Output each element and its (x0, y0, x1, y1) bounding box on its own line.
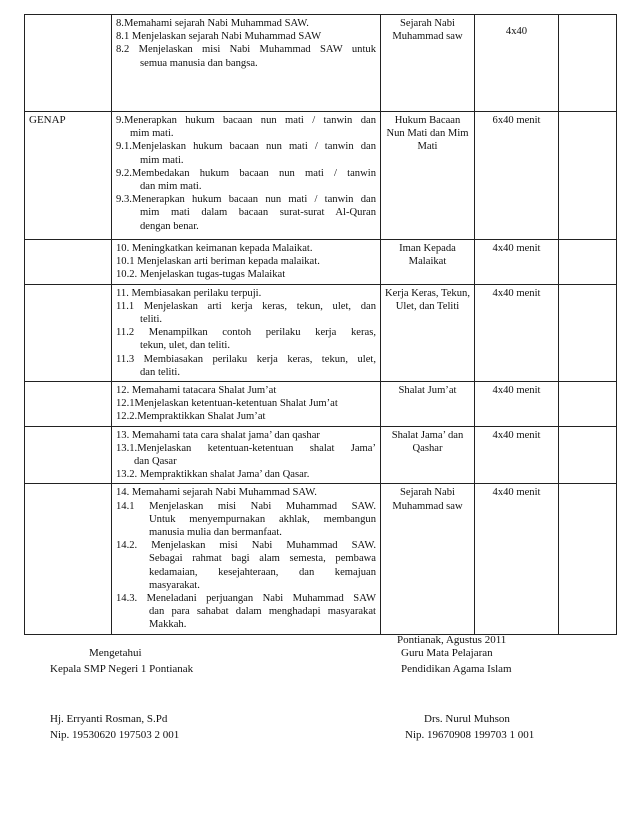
table-row (25, 112, 617, 240)
competency-line: mim mati dalam bacaan surat-surat Al-Quran (140, 207, 376, 219)
competency-line: 8.1 Menjelaskan sejarah Nabi Muhammad SAW (116, 31, 322, 43)
time-cell: 6x40 menit (475, 112, 559, 240)
competency-line: dan Qasar (134, 456, 177, 468)
approval-label: Mengetahui (89, 647, 142, 659)
competency-line: mim mati. (130, 128, 174, 140)
extra-cell (559, 15, 617, 112)
competency-line: 9.3.Menerapkan hukum bacaan nun mati / tanwin dan (116, 194, 376, 206)
table-row (25, 240, 617, 285)
table-row (25, 382, 617, 427)
time-cell: 4x40 menit (475, 284, 559, 381)
teacher-nip: Nip. 19670908 199703 1 001 (405, 729, 535, 741)
competency-line: 9.Menerapkan hukum bacaan nun mati / tanwin dan (116, 115, 376, 126)
material-cell: Sejarah Nabi Muhammad saw (381, 484, 475, 634)
material-cell: Hukum Bacaan Nun Mati dan Mim Mati (381, 112, 475, 240)
material-cell: Shalat Jama’ dan Qashar (381, 426, 475, 484)
semester-cell: GENAP (25, 112, 112, 240)
semester-cell (25, 382, 112, 427)
competency-line: 8.Memahami sejarah Nabi Muhammad SAW. (116, 18, 309, 29)
competency-line: 14. Memahami sejarah Nabi Muhammad SAW. (116, 487, 317, 499)
competency-line: 8.2 Menjelaskan misi Nabi Muhammad SAW untuk (116, 44, 376, 56)
time-cell: 4x40 menit (475, 240, 559, 285)
extra-cell (559, 112, 617, 240)
semester-cell (25, 15, 112, 112)
principal-role: Kepala SMP Negeri 1 Pontianak (50, 663, 194, 675)
table-row (25, 15, 617, 112)
semester-cell (25, 484, 112, 634)
semester-cell (25, 426, 112, 484)
material-cell: Sejarah Nabi Muhammad saw (381, 15, 475, 112)
competency-line: 13.2. Mempraktikkan shalat Jama’ dan Qasar. (116, 469, 310, 481)
competency-line: Makkah. (149, 619, 187, 631)
competency-line: masyarakat. (149, 579, 200, 591)
competency-line: 14.3. Meneladani perjuangan Nabi Muhammad SAW (116, 593, 376, 605)
extra-cell (559, 484, 617, 634)
competency-cell (112, 240, 381, 285)
semester-cell (25, 240, 112, 285)
competency-line: dan mim mati. (140, 181, 202, 193)
competency-line: dengan benar. (140, 220, 199, 232)
competency-line: teliti. (140, 314, 163, 326)
material-cell: Shalat Jum’at (381, 382, 475, 427)
competency-line: 14.1 Menjelaskan misi Nabi Muhammad SAW. (116, 500, 376, 512)
extra-cell (559, 426, 617, 484)
principal-name: Hj. Erryanti Rosman, S.Pd (50, 713, 168, 725)
extra-cell (559, 284, 617, 381)
competency-line: 9.2.Membedakan hukum bacaan nun mati / tanwin (116, 167, 376, 179)
semester-cell (25, 284, 112, 381)
competency-line: 12. Memahami tatacara Shalat Jum’at (116, 385, 277, 397)
competency-cell (112, 382, 381, 427)
competency-line: 13.1.Menjelaskan ketentuan-ketentuan shalat Jama’ (116, 442, 376, 454)
teacher-name: Drs. Nurul Muhson (424, 713, 510, 725)
competency-line: 10.2. Menjelaskan tugas-tugas Malaikat (116, 269, 286, 281)
time-cell (475, 15, 559, 112)
competency-line: 11.1 Menjelaskan arti kerja keras, tekun, ulet, dan (116, 300, 376, 312)
competency-line: semua manusia dan bangsa. (140, 57, 258, 69)
competency-line: 14.2. Menjelaskan misi Nabi Muhammad SAW. (116, 540, 376, 552)
principal-nip: Nip. 19530620 197503 2 001 (50, 729, 180, 741)
competency-cell (112, 484, 381, 634)
syllabus-table (24, 14, 617, 635)
competency-cell (112, 112, 381, 240)
subject-name: Pendidikan Agama Islam (401, 663, 512, 675)
competency-line: dan para sahabat dalam menghadapi masyarakat (149, 606, 376, 618)
material-cell: Iman Kepada Malaikat (381, 240, 475, 285)
competency-line: 11.2 Menampilkan contoh perilaku kerja keras, (116, 327, 376, 339)
time-value: 4x40 (505, 26, 528, 37)
time-cell: 4x40 menit (475, 426, 559, 484)
time-cell: 4x40 menit (475, 382, 559, 427)
competency-line: mim mati. (140, 154, 184, 166)
competency-cell (112, 15, 381, 112)
table-row (25, 484, 617, 634)
table-row (25, 284, 617, 381)
competency-line: 11. Membiasakan perilaku terpuji. (116, 287, 262, 299)
competency-line: 12.1Menjelaskan ketentuan-ketentuan Shalat Jum’at (116, 398, 338, 410)
competency-line: tekun, ulet, dan teliti. (140, 340, 231, 352)
place-date: Pontianak, Agustus 2011 (397, 634, 507, 646)
competency-line: 10. Meningkatkan keimanan kepada Malaikat. (116, 243, 313, 254)
competency-line: Untuk menyempurnakan akhlak, membangun (149, 513, 376, 525)
competency-line: 10.1 Menjelaskan arti beriman kepada malaikat. (116, 256, 320, 268)
competency-line: 12.2.Mempraktikkan Shalat Jum’at (116, 411, 266, 423)
extra-cell (559, 240, 617, 285)
competency-line: kedamaian, kesejahteraan, dan kemajuan (149, 566, 376, 578)
time-cell: 4x40 menit (475, 484, 559, 634)
extra-cell (559, 382, 617, 427)
competency-line: 13. Memahami tata cara shalat jama’ dan qashar (116, 429, 320, 441)
teacher-role: Guru Mata Pelajaran (401, 647, 493, 659)
competency-line: Sebagai rahmat bagi alam semesta, pembawa (149, 553, 376, 565)
competency-line: 11.3 Membiasakan perilaku kerja keras, tekun, ulet, (116, 353, 376, 365)
competency-line: 9.1.Menjelaskan hukum bacaan nun mati / tanwin dan (116, 141, 376, 153)
table-row (25, 426, 617, 484)
competency-cell (112, 284, 381, 381)
material-cell: Kerja Keras, Tekun, Ulet, dan Teliti (381, 284, 475, 381)
competency-line: dan teliti. (140, 366, 181, 378)
competency-line: manusia mulia dan bermanfaat. (149, 527, 282, 539)
competency-cell (112, 426, 381, 484)
